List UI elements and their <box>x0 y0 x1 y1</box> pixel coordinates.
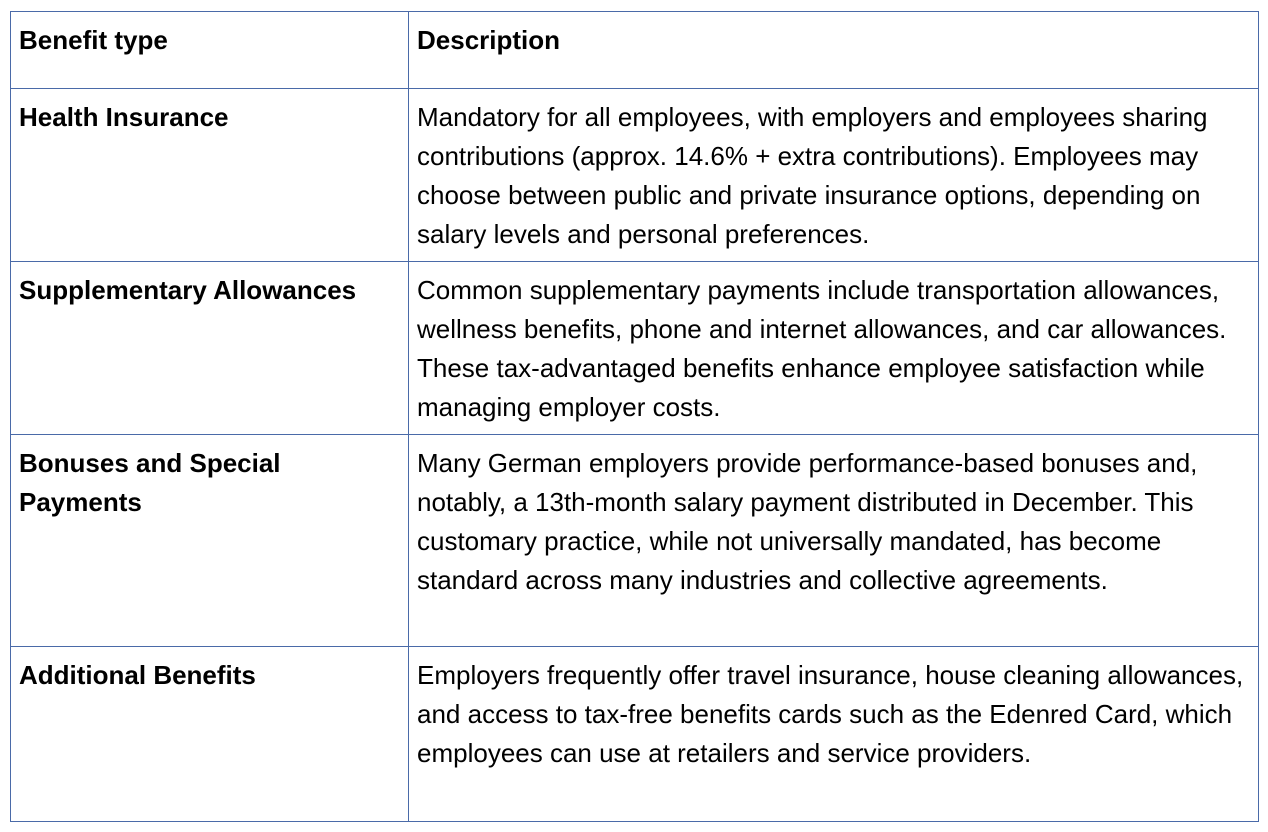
description-cell: Many German employers provide performance-based bonuses and, notably, a 13th-month salary payment distributed in December. This customary practice, while not universally mandated, has become standard across many industries and collective agreements. <box>409 435 1259 647</box>
description-cell: Common supplementary payments include transportation allowances, wellness benefits, phone and internet allowances, and car allowances. These tax-advantaged benefits enhance employee satisfaction while managing employer costs. <box>409 262 1259 435</box>
description-cell: Mandatory for all employees, with employers and employees sharing contributions (approx. 14.6% + extra contributions). Employees may choose between public and private insurance options, depending on salary levels and personal preferences. <box>409 89 1259 262</box>
benefits-table <box>10 11 1259 822</box>
header-benefit-type: Benefit type <box>11 12 409 89</box>
table-row <box>11 89 1259 262</box>
header-description: Description <box>409 12 1259 89</box>
table-row <box>11 435 1259 647</box>
table-row <box>11 647 1259 822</box>
description-cell: Employers frequently offer travel insurance, house cleaning allowances, and access to tax-free benefits cards such as the Edenred Card, which employees can use at retailers and service providers. <box>409 647 1259 822</box>
benefit-type-cell: Supplementary Allowances <box>11 262 409 435</box>
table-header-row <box>11 12 1259 89</box>
benefit-type-cell: Additional Benefits <box>11 647 409 822</box>
table-row <box>11 262 1259 435</box>
benefits-table-container <box>10 11 1258 822</box>
benefit-type-cell: Health Insurance <box>11 89 409 262</box>
benefit-type-cell: Bonuses and Special Payments <box>11 435 409 647</box>
